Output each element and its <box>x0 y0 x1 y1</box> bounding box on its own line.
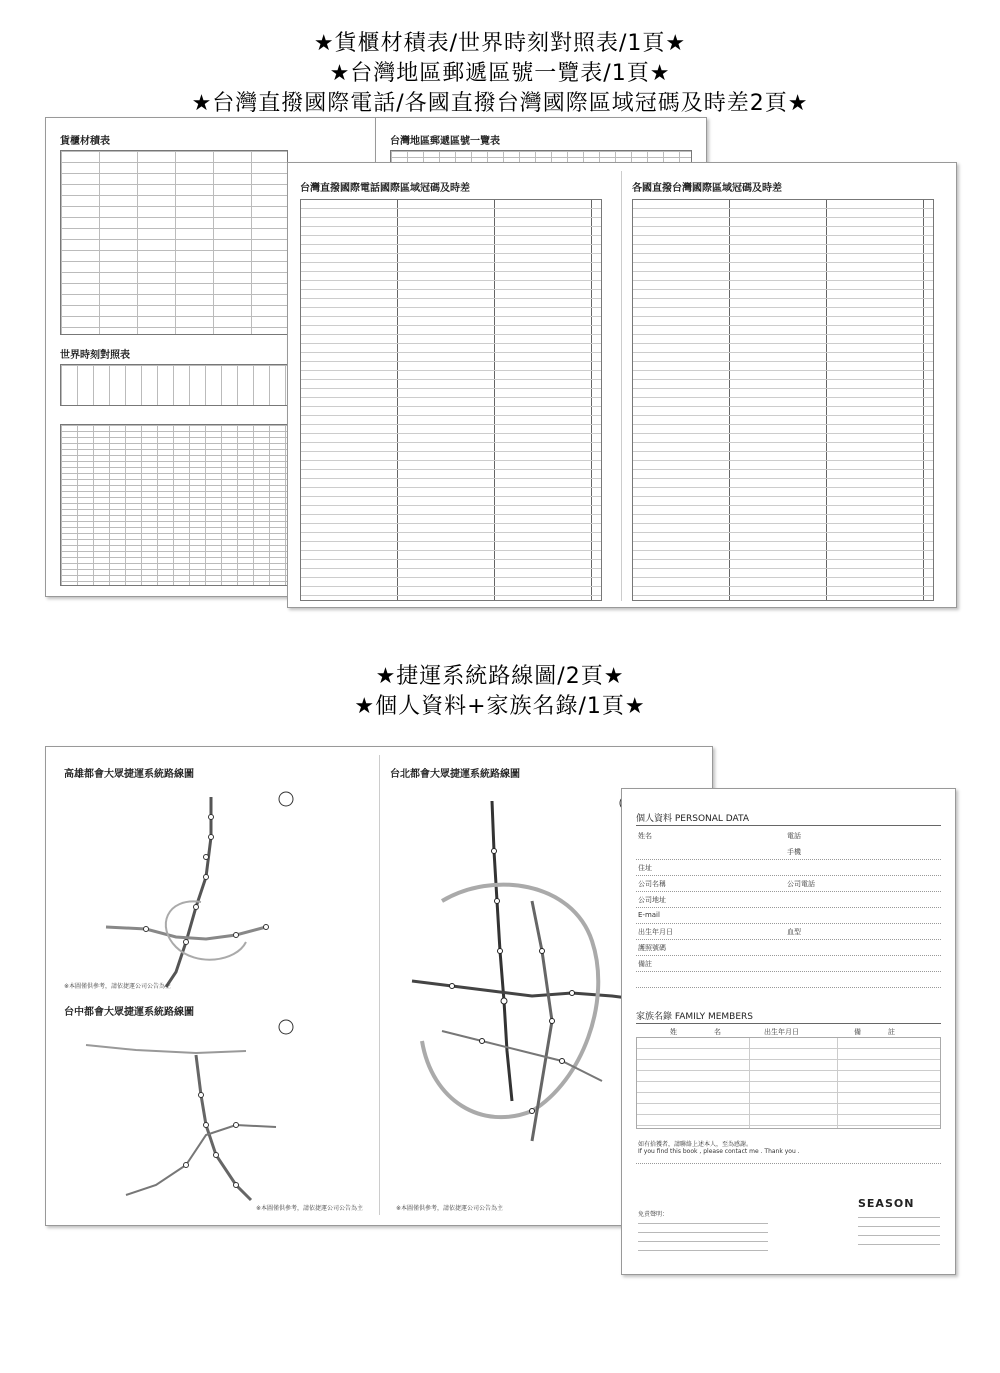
headline-metro: ★捷運系統路線圖/2頁★ <box>375 664 625 689</box>
postal-title: 台灣地區郵遞區號一覽表 <box>390 136 500 147</box>
line-4 <box>636 907 941 908</box>
family-members-table <box>636 1037 941 1129</box>
taipei-note: ※本圖僅供參考，請依捷運公司公告為主 <box>396 1205 504 1212</box>
headline-container-worldtime: ★貨櫃材積表/世界時刻對照表/1頁★ <box>313 31 687 56</box>
line-9 <box>636 987 941 988</box>
found-note-zh: 如有拾獲者，請聯絡上述本人，至為感謝。 <box>638 1141 753 1148</box>
line-6 <box>636 939 941 940</box>
line-3 <box>636 891 941 892</box>
line-2 <box>636 875 941 876</box>
container-table <box>60 150 288 335</box>
headline-personal: ★個人資料+家族名錄/1頁★ <box>354 694 646 719</box>
container-table-title: 貨櫃材積表 <box>60 136 110 147</box>
found-note-en: If you find this book , please contact me . Thank you . <box>638 1148 800 1155</box>
taichung-map <box>46 1015 366 1215</box>
headline-intl-calls: ★台灣直撥國際電話/各國直撥台灣國際區域冠碼及時差2頁★ <box>191 91 809 116</box>
intl-tw-table <box>300 199 602 601</box>
field-passport: 護照號碼 <box>638 944 666 952</box>
field-blood-type: 血型 <box>787 928 801 936</box>
line-8 <box>636 971 941 972</box>
field-address: 住址 <box>638 864 652 872</box>
kaohsiung-note: ※本圖僅供參考，請依捷運公司公告為主 <box>64 983 172 990</box>
field-company: 公司名稱 <box>638 880 666 888</box>
personal-data-page <box>621 788 956 1275</box>
line-7 <box>636 955 941 956</box>
intl-calls-spread <box>287 162 957 608</box>
field-company-address: 公司地址 <box>638 896 666 904</box>
taichung-note: ※本圖僅供參考，請依捷運公司公告為主 <box>256 1205 364 1212</box>
kaohsiung-map <box>46 777 366 997</box>
taipei-map-title: 台北都會大眾捷運系統路線圖 <box>390 769 520 780</box>
metro-spread <box>45 746 713 1226</box>
line-1 <box>636 859 941 860</box>
field-phone: 電話 <box>787 832 801 840</box>
season-logo: SEASON <box>858 1197 915 1210</box>
field-notes: 備註 <box>638 960 652 968</box>
intl-tw-title: 台灣直撥國際電話國際區域冠碼及時差 <box>300 183 470 194</box>
family-col-notes-2: 註 <box>888 1028 895 1036</box>
family-col-birthday: 出生年月日 <box>764 1028 799 1036</box>
intl-world-table <box>632 199 934 601</box>
worldtime-table-title: 世界時刻對照表 <box>60 350 130 361</box>
line-5 <box>636 923 941 924</box>
kaohsiung-map-title: 高雄都會大眾捷運系統路線圖 <box>64 769 194 780</box>
family-col-surname: 姓 <box>670 1028 677 1036</box>
family-title-rule <box>636 1023 941 1024</box>
personal-title-rule <box>636 825 941 826</box>
field-email: E-mail <box>638 911 660 919</box>
disclaimer-text <box>638 1219 768 1259</box>
field-company-phone: 公司電話 <box>787 880 815 888</box>
headline-postal: ★台灣地區郵遞區號一覽表/1頁★ <box>329 61 671 86</box>
taichung-map-title: 台中都會大眾捷運系統路線圖 <box>64 1007 194 1018</box>
publisher-info <box>858 1213 940 1249</box>
family-members-title: 家族名錄 FAMILY MEMBERS <box>636 1012 754 1022</box>
family-col-given: 名 <box>714 1028 721 1036</box>
line-10 <box>636 1163 941 1164</box>
spread-fold <box>621 171 622 601</box>
family-col-notes-1: 備 <box>854 1028 861 1036</box>
field-birthday: 出生年月日 <box>638 928 673 936</box>
field-name: 姓名 <box>638 832 652 840</box>
intl-world-title: 各國直撥台灣國際區域冠碼及時差 <box>632 183 782 194</box>
personal-data-title: 個人資料 PERSONAL DATA <box>636 814 749 824</box>
metro-spread-fold <box>379 755 380 1215</box>
field-mobile: 手機 <box>787 848 801 856</box>
disclaimer-title: 免責聲明： <box>638 1211 669 1218</box>
